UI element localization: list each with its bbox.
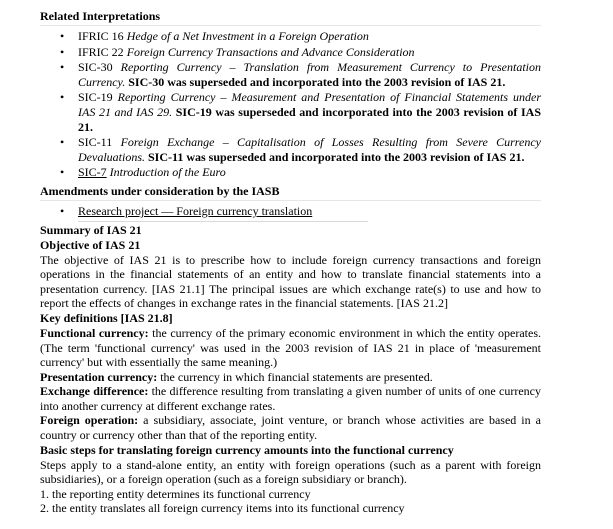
item-note: SIC-11 was superseded and incorporated into the 2003 revision of IAS 21. bbox=[145, 149, 525, 164]
item-title: Hedge of a Net Investment in a Foreign Operation bbox=[126, 29, 369, 43]
bullet-icon: • bbox=[60, 203, 65, 218]
list-item-ifric-16 bbox=[40, 29, 541, 44]
summary-heading: Summary of IAS 21 bbox=[40, 222, 142, 237]
step-1: 1. the reporting entity determines its functional currency bbox=[40, 486, 311, 501]
bullet-icon: • bbox=[60, 165, 65, 180]
objective-paragraph: The objective of IAS 21 is to prescribe how to include foreign currency transactions and foreign operations in the financial statements of an entity and how to translate financial statements into a presentation currency. [IAS 21.1] The principal issues are which exchange rate(s) to use and how to report the effects of changes in exchange rates in the financial statements. [IAS 21.2] bbox=[40, 252, 541, 311]
bullet-icon: • bbox=[60, 44, 65, 59]
item-title: Reporting Currency – Measurement and Presentation of Financial Statements under IAS 21 and IAS 29. bbox=[78, 90, 542, 119]
divider bbox=[40, 200, 541, 201]
definition-functional-currency bbox=[40, 326, 541, 370]
bullet-icon: • bbox=[60, 29, 65, 43]
definition-text: the currency of the primary economic environment in which the entity operates. (The term 'functional currency' was used in the 2003 revision of IAS 21 in place of 'measurement currency' but with essentially the same meaning.) bbox=[40, 325, 541, 370]
divider bbox=[40, 25, 541, 26]
list-item-sic-19 bbox=[40, 90, 541, 134]
item-title: Introduction of the Euro bbox=[106, 165, 226, 180]
related-interpretations-heading: Related Interpretations bbox=[40, 9, 161, 23]
definition-text: a subsidiary, associate, joint venture, or branch whose activities are based in a country or currency other than that of the reporting entity. bbox=[40, 413, 541, 443]
item-prefix: SIC-30 bbox=[78, 60, 121, 75]
document-page bbox=[40, 8, 541, 516]
definition-term: Exchange difference: bbox=[40, 384, 149, 399]
item-title: Foreign Currency Transactions and Advance Consideration bbox=[126, 44, 415, 59]
amendments-heading: Amendments under consideration by the IASB bbox=[40, 183, 280, 198]
objective-heading: Objective of IAS 21 bbox=[40, 237, 141, 252]
basic-steps-heading: Basic steps for translating foreign currency amounts into the functional currency bbox=[40, 442, 454, 457]
list-item-ifric-22 bbox=[40, 45, 541, 60]
definition-term: Foreign operation: bbox=[40, 413, 139, 428]
item-prefix: SIC-11 bbox=[78, 135, 121, 150]
item-prefix: SIC-19 bbox=[78, 90, 118, 105]
sic-7-link[interactable]: SIC-7 bbox=[78, 165, 107, 180]
definition-term: Functional currency: bbox=[40, 325, 149, 340]
item-title: Reporting Currency – Translation from Measurement Currency to Presentation Currency. bbox=[78, 60, 541, 89]
item-title: Foreign Exchange – Capitalisation of Losses Resulting from Severe Currency Devaluations. bbox=[78, 135, 541, 164]
bullet-icon: • bbox=[60, 135, 65, 150]
list-item-research-project bbox=[40, 204, 541, 219]
item-note: SIC-19 was superseded and incorporated into the 2003 revision of IAS 21. bbox=[78, 104, 541, 134]
related-interpretations-list bbox=[40, 29, 541, 180]
definition-presentation-currency bbox=[40, 370, 541, 385]
definition-text: the difference resulting from translating a given number of units of one currency into another currency at different exchange rates. bbox=[40, 384, 541, 413]
list-item-sic-11 bbox=[40, 135, 541, 164]
list-item-sic-30 bbox=[40, 60, 541, 89]
step-2: 2. the entity translates all foreign currency items into its functional currency bbox=[40, 501, 405, 516]
divider bbox=[78, 221, 368, 222]
definition-term: Presentation currency: bbox=[40, 369, 158, 384]
bullet-icon: • bbox=[60, 90, 65, 105]
key-definitions-heading: Key definitions [IAS 21.8] bbox=[40, 310, 173, 325]
item-prefix: IFRIC 22 bbox=[78, 44, 127, 59]
bullet-icon: • bbox=[60, 60, 65, 75]
item-note: SIC-30 was superseded and incorporated into the 2003 revision of IAS 21. bbox=[125, 74, 506, 89]
definition-exchange-difference bbox=[40, 384, 541, 413]
amendments-list bbox=[40, 204, 541, 219]
definition-foreign-operation bbox=[40, 413, 541, 442]
item-prefix: IFRIC 16 bbox=[78, 29, 127, 43]
list-item-sic-7 bbox=[40, 165, 541, 180]
steps-intro: Steps apply to a stand-alone entity, an entity with foreign operations (such as a parent with foreign subsidiaries), or a foreign operation (such as a foreign subsidiary or branch). bbox=[40, 457, 541, 487]
definition-text: the currency in which financial statements are presented. bbox=[157, 369, 433, 384]
research-project-link[interactable]: Research project — Foreign currency translation bbox=[78, 203, 313, 218]
